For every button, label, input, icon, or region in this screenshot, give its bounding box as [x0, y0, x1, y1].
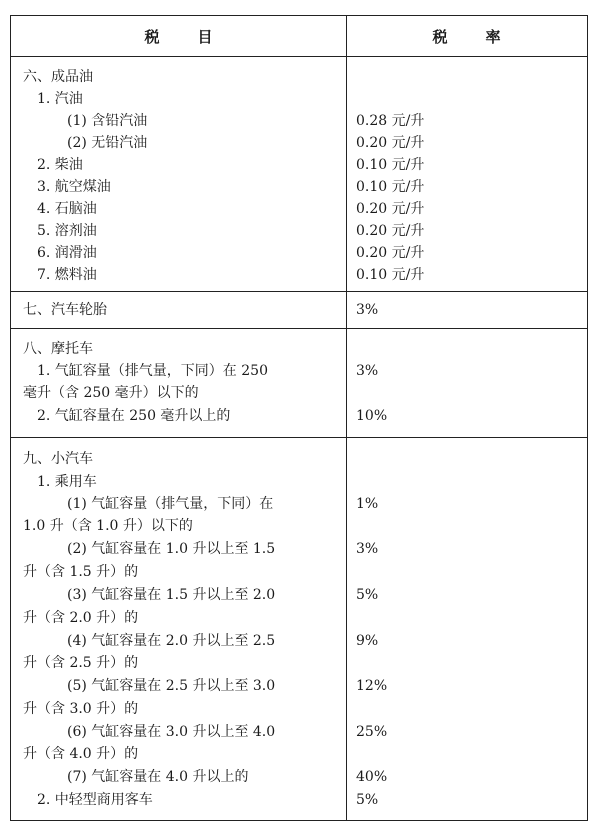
- rate-value: 1%: [356, 496, 379, 512]
- item-label: 3. 航空煤油: [37, 179, 111, 195]
- item-label: 6. 润滑油: [37, 245, 97, 261]
- rate-value: 3%: [356, 302, 379, 318]
- rate-value: 5%: [356, 792, 379, 808]
- item-label: 升（含 2.0 升）的: [23, 610, 139, 626]
- rate-value: 0.20 元/升: [356, 135, 425, 151]
- item-label: 升（含 4.0 升）的: [23, 746, 139, 762]
- item-label: 4. 石脑油: [37, 201, 97, 217]
- column-header-rate: [346, 16, 587, 56]
- tax-rate-table: [10, 15, 588, 821]
- item-label: (1) 含铅汽油: [67, 113, 148, 129]
- rate-value: 0.20 元/升: [356, 245, 425, 261]
- item-label: 2. 中轻型商用客车: [37, 792, 153, 808]
- rate-value: 0.10 元/升: [356, 267, 425, 283]
- item-label: 1. 汽油: [37, 91, 83, 107]
- rate-value: 25%: [356, 724, 388, 740]
- column-header-rate-char2: 率: [485, 27, 501, 46]
- item-label: 升（含 1.5 升）的: [23, 564, 139, 580]
- item-label: 七、汽车轮胎: [23, 302, 107, 318]
- column-header-item-char2: 目: [197, 27, 213, 46]
- item-label: (4) 气缸容量在 2.0 升以上至 2.5: [67, 633, 276, 649]
- item-label: 八、摩托车: [23, 341, 93, 357]
- item-label: 升（含 2.5 升）的: [23, 655, 139, 671]
- item-label: 2. 柴油: [37, 157, 83, 173]
- rate-value: 0.20 元/升: [356, 223, 425, 239]
- column-header-item-char1: 税: [144, 27, 160, 46]
- item-label: 六、成品油: [23, 69, 93, 85]
- rate-value: 10%: [356, 408, 388, 424]
- column-header-item: [11, 16, 346, 56]
- rate-value: 40%: [356, 769, 388, 785]
- section-divider: [11, 328, 587, 329]
- section-divider: [11, 437, 587, 438]
- section-divider: [11, 291, 587, 292]
- rate-value: 5%: [356, 587, 379, 603]
- item-label: (3) 气缸容量在 1.5 升以上至 2.0: [67, 587, 276, 603]
- item-label: 1. 气缸容量（排气量，下同）在 250: [37, 363, 268, 379]
- rate-value: 0.10 元/升: [356, 179, 425, 195]
- item-label: 2. 气缸容量在 250 毫升以上的: [37, 408, 231, 424]
- item-label: (2) 无铅汽油: [67, 135, 148, 151]
- item-label: (2) 气缸容量在 1.0 升以上至 1.5: [67, 541, 276, 557]
- rate-value: 0.10 元/升: [356, 157, 425, 173]
- item-label: (5) 气缸容量在 2.5 升以上至 3.0: [67, 678, 276, 694]
- item-label: 5. 溶剂油: [37, 223, 97, 239]
- column-divider: [346, 16, 347, 820]
- header-divider: [11, 56, 587, 57]
- item-label: 1.0 升（含 1.0 升）以下的: [23, 518, 193, 534]
- rate-value: 3%: [356, 363, 379, 379]
- item-label: 1. 乘用车: [37, 474, 97, 490]
- item-label: 升（含 3.0 升）的: [23, 701, 139, 717]
- rate-value: 3%: [356, 541, 379, 557]
- item-label: 毫升（含 250 毫升）以下的: [23, 385, 199, 401]
- rate-value: 9%: [356, 633, 379, 649]
- item-label: 九、小汽车: [23, 451, 93, 467]
- rate-value: 0.28 元/升: [356, 113, 425, 129]
- item-label: (7) 气缸容量在 4.0 升以上的: [67, 769, 249, 785]
- item-label: (1) 气缸容量（排气量，下同）在: [67, 496, 274, 512]
- rate-value: 12%: [356, 678, 388, 694]
- item-label: 7. 燃料油: [37, 267, 97, 283]
- column-header-rate-char1: 税: [432, 27, 448, 46]
- item-label: (6) 气缸容量在 3.0 升以上至 4.0: [67, 724, 276, 740]
- rate-value: 0.20 元/升: [356, 201, 425, 217]
